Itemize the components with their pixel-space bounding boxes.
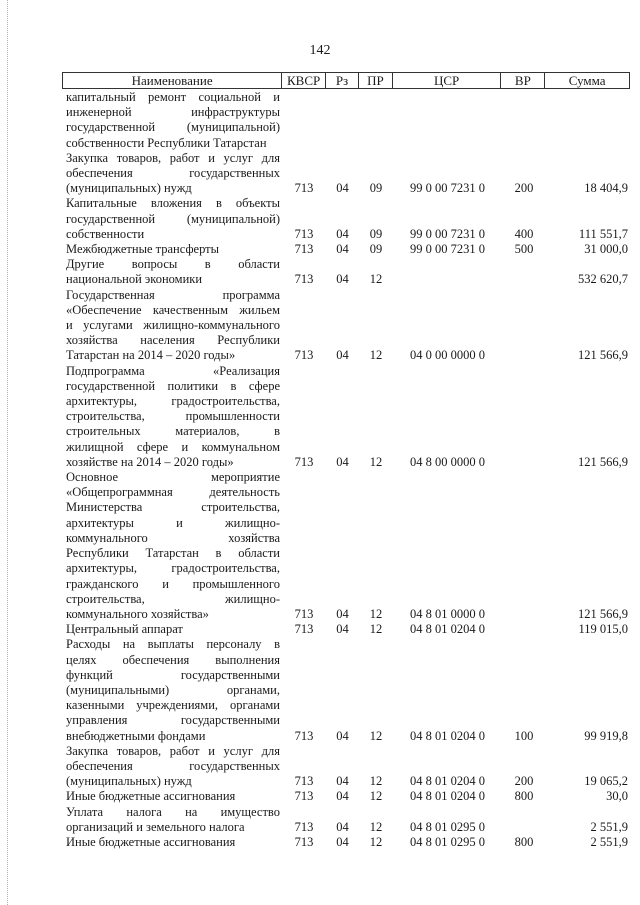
row-name-line: и услугами жилищно-коммунального	[66, 318, 280, 333]
table-row	[62, 470, 630, 622]
row-name-line: инженерной инфраструктуры	[66, 105, 280, 120]
row-pr: 12	[369, 348, 383, 363]
row-name-line: Республики Татарстан в области	[66, 546, 280, 561]
row-pr: 12	[369, 774, 383, 789]
row-sum: 18 404,9	[584, 181, 628, 196]
row-rz: 04	[336, 774, 349, 789]
row-pr: 09	[369, 181, 383, 196]
row-name-line: Расходы на выплаты персоналу в	[66, 637, 280, 652]
row-name	[62, 622, 282, 637]
row-rz: 04	[336, 242, 349, 257]
row-name	[62, 364, 282, 470]
header-name: Наименование	[63, 73, 282, 88]
table-row	[62, 242, 630, 257]
row-name-line: Уплата налога на имущество	[66, 804, 280, 819]
row-vr: 100	[514, 728, 534, 743]
row-name	[62, 257, 282, 287]
row-name-line: управления государственными	[66, 713, 280, 728]
table-row	[62, 789, 630, 804]
table-row	[62, 196, 630, 242]
row-name-line: строительства, промышленности	[66, 409, 280, 424]
table-row	[62, 151, 630, 197]
row-vr: 800	[514, 789, 534, 804]
row-name	[62, 242, 282, 257]
row-name	[62, 90, 282, 151]
row-name-line: национальной экономики	[66, 272, 203, 287]
row-name-line: организаций и земельного налога	[66, 819, 245, 834]
row-name-line: «Обеспечение качественным жильем	[66, 302, 280, 317]
row-name-line: собственности	[66, 226, 145, 241]
table-row	[62, 744, 630, 790]
row-name-line: Капитальные вложения в объекты	[66, 196, 280, 211]
row-rz: 04	[336, 272, 349, 287]
row-csr: 04 8 01 0204 0	[410, 622, 485, 637]
row-sum: 99 919,8	[584, 728, 628, 743]
row-name-line: функций государственными	[66, 667, 280, 682]
row-name-line: «Общепрограммная деятельность	[66, 485, 280, 500]
row-csr: 04 8 00 0000 0	[410, 454, 485, 469]
row-rz: 04	[336, 622, 349, 637]
row-rz: 04	[336, 728, 349, 743]
row-rz: 04	[336, 181, 349, 196]
row-vr: 400	[514, 226, 534, 241]
row-name-line: Центральный аппарат	[66, 622, 183, 637]
row-pr: 12	[369, 728, 383, 743]
row-sum: 2 551,9	[590, 819, 628, 834]
page-number: 142	[309, 43, 331, 58]
row-rz: 04	[336, 454, 349, 469]
row-name-line: Другие вопросы в области	[66, 257, 280, 272]
row-name	[62, 470, 282, 622]
row-name-line: Межбюджетные трансферты	[66, 242, 220, 257]
table-row	[62, 364, 630, 470]
header-sum: Сумма	[568, 73, 606, 88]
row-kvsr: 713	[294, 819, 314, 834]
row-rz: 04	[336, 606, 349, 621]
header-csr: ЦСР	[393, 73, 502, 88]
row-name-line: коммунального хозяйства»	[66, 606, 209, 621]
header-kvsr: КВСР	[282, 73, 326, 88]
row-name-line: казенными учреждениями, органами	[66, 698, 280, 713]
row-kvsr: 713	[294, 454, 314, 469]
row-name	[62, 288, 282, 364]
row-name-line: строительных материалов, в	[66, 424, 280, 439]
row-name	[62, 835, 282, 850]
row-kvsr: 713	[294, 348, 314, 363]
row-pr: 12	[369, 819, 383, 834]
header-rz: Рз	[326, 73, 359, 88]
row-rz: 04	[336, 226, 349, 241]
row-pr: 12	[369, 606, 383, 621]
table-row	[62, 90, 630, 151]
row-csr: 04 8 01 0204 0	[410, 774, 485, 789]
row-vr: 200	[514, 181, 534, 196]
row-name-line: строительства, жилищно-	[66, 591, 280, 606]
row-sum: 2 551,9	[590, 834, 628, 849]
row-name-line: государственной (муниципальной)	[66, 211, 280, 226]
header-vr: ВР	[501, 73, 545, 88]
row-kvsr: 713	[294, 181, 314, 196]
row-name-line: Государственная программа	[66, 287, 280, 302]
row-kvsr: 713	[294, 789, 314, 804]
row-name-line: архитектуры и жилищно-	[66, 515, 280, 530]
row-name-line: (муниципальных) нужд	[66, 774, 192, 789]
row-csr: 99 0 00 7231 0	[410, 226, 485, 241]
table-row	[62, 257, 630, 287]
row-name-line: Иные бюджетные ассигнования	[66, 834, 236, 849]
row-csr: 04 8 01 0204 0	[410, 728, 485, 743]
table-row	[62, 288, 630, 364]
row-name-line: обеспечения государственных	[66, 758, 280, 773]
row-rz: 04	[336, 348, 349, 363]
table-row	[62, 835, 630, 850]
row-name	[62, 789, 282, 804]
row-kvsr: 713	[294, 242, 314, 257]
table-row	[62, 622, 630, 637]
page-left-border	[7, 0, 8, 905]
row-name-line: собственности Республики Татарстан	[66, 135, 267, 150]
row-name-line: (муниципальными) органами,	[66, 682, 280, 697]
row-name-line: внебюджетными фондами	[66, 728, 206, 743]
row-csr: 04 8 01 0000 0	[410, 606, 485, 621]
row-kvsr: 713	[294, 606, 314, 621]
row-name-line: (муниципальных) нужд	[66, 181, 192, 196]
row-name-line: Подпрограмма «Реализация	[66, 363, 280, 378]
row-pr: 12	[369, 454, 383, 469]
row-sum: 111 551,7	[578, 226, 628, 241]
row-vr: 200	[514, 774, 534, 789]
row-name-line: Иные бюджетные ассигнования	[66, 789, 236, 804]
row-csr: 04 8 01 0295 0	[410, 819, 485, 834]
row-csr: 04 8 01 0295 0	[410, 834, 485, 849]
row-name-line: жилищной сфере и коммунальном	[66, 439, 280, 454]
row-pr: 12	[369, 272, 383, 287]
row-kvsr: 713	[294, 834, 314, 849]
row-csr: 04 8 01 0204 0	[410, 789, 485, 804]
row-name-line: Основное мероприятие	[66, 470, 280, 485]
row-kvsr: 713	[294, 226, 314, 241]
row-name-line: архитектуры, градостроительства,	[66, 394, 280, 409]
row-kvsr: 713	[294, 728, 314, 743]
row-name-line: хозяйстве на 2014 – 2020 годы»	[66, 454, 234, 469]
row-vr: 500	[514, 242, 534, 257]
row-name-line: хозяйства населения Республики	[66, 333, 280, 348]
row-csr: 99 0 00 7231 0	[410, 181, 485, 196]
table-row	[62, 637, 630, 743]
row-sum: 121 566,9	[578, 454, 628, 469]
row-rz: 04	[336, 819, 349, 834]
row-sum: 30,0	[606, 789, 628, 804]
header-pr: ПР	[359, 73, 393, 88]
row-pr: 12	[369, 789, 383, 804]
row-name-line: государственной политики в сфере	[66, 378, 280, 393]
row-vr: 800	[514, 834, 534, 849]
row-sum: 119 015,0	[578, 622, 628, 637]
table-row	[62, 805, 630, 835]
row-name-line: Закупка товаров, работ и услуг для	[66, 743, 280, 758]
row-pr: 12	[369, 622, 383, 637]
row-name-line: целях обеспечения выполнения	[66, 652, 280, 667]
row-name-line: Министерства строительства,	[66, 500, 280, 515]
row-kvsr: 713	[294, 774, 314, 789]
row-pr: 09	[369, 242, 383, 257]
row-name	[62, 637, 282, 743]
table-body	[62, 90, 630, 850]
row-name-line: коммунального хозяйства	[66, 530, 280, 545]
row-pr: 12	[369, 834, 383, 849]
row-rz: 04	[336, 789, 349, 804]
row-name	[62, 151, 282, 197]
row-sum: 532 620,7	[578, 272, 628, 287]
row-name	[62, 744, 282, 790]
row-name-line: Закупка товаров, работ и услуг для	[66, 150, 280, 165]
row-rz: 04	[336, 834, 349, 849]
row-sum: 19 065,2	[584, 774, 628, 789]
row-name-line: гражданского и промышленного	[66, 576, 280, 591]
row-sum: 121 566,9	[578, 348, 628, 363]
row-sum: 31 000,0	[584, 242, 628, 257]
row-name-line: капитальный ремонт социальной и	[66, 90, 280, 104]
table-header	[62, 72, 630, 89]
row-csr: 99 0 00 7231 0	[410, 242, 485, 257]
row-name	[62, 805, 282, 835]
row-sum: 121 566,9	[578, 606, 628, 621]
row-kvsr: 713	[294, 622, 314, 637]
row-name-line: Татарстан на 2014 – 2020 годы»	[66, 348, 236, 363]
row-kvsr: 713	[294, 272, 314, 287]
row-name	[62, 196, 282, 242]
row-csr: 04 0 00 0000 0	[410, 348, 485, 363]
row-name-line: государственной (муниципальной)	[66, 120, 280, 135]
row-name-line: обеспечения государственных	[66, 166, 280, 181]
row-pr: 09	[369, 226, 383, 241]
row-name-line: архитектуры, градостроительства,	[66, 561, 280, 576]
